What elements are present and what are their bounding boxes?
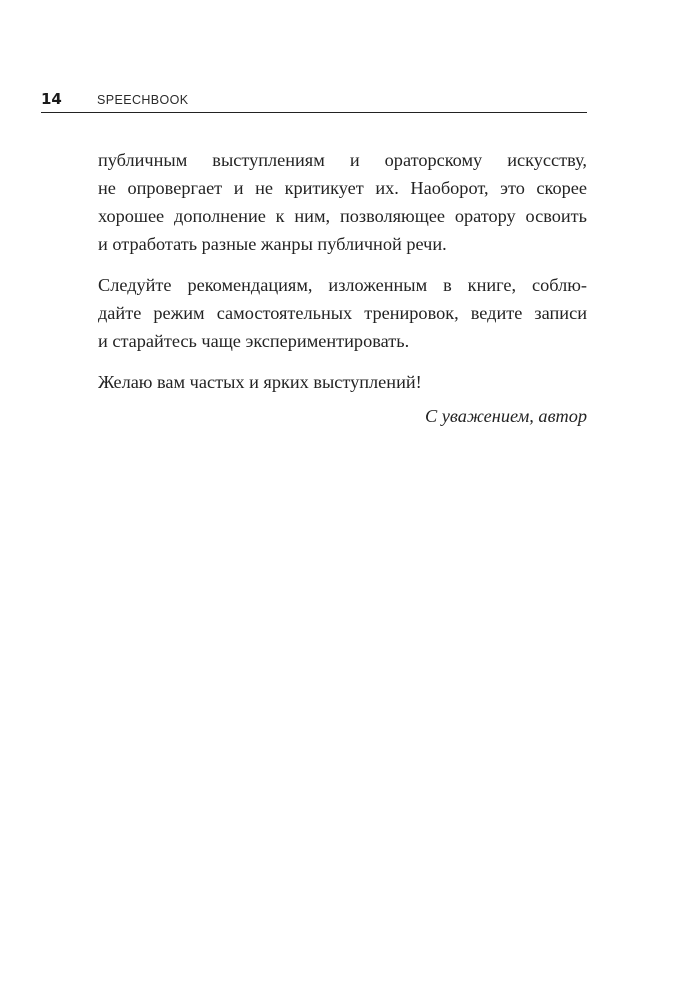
paragraph [98, 271, 587, 355]
text-line: и старайтесь чаще экспериментировать. [98, 331, 410, 351]
body-text [98, 146, 587, 430]
text-line: хорошее дополнение к ним, позволяющее оратору освоить [98, 206, 587, 226]
paragraph-spacer [98, 258, 587, 271]
text-line: Следуйте рекомендациям, изложенным в книге, соблю- [98, 275, 587, 295]
text-line: дайте режим самостоятельных тренировок, ведите записи [98, 303, 587, 323]
page-number: 14 [41, 90, 62, 108]
paragraph [98, 368, 587, 396]
text-line: и отработать разные жанры публичной речи. [98, 234, 447, 254]
signature: С уважением, автор [425, 406, 587, 426]
paragraph [98, 146, 587, 258]
book-title: SPEECHBOOK [97, 93, 189, 107]
running-header [41, 88, 587, 113]
text-line: не опровергает и не критикует их. Наоборот, это скорее [98, 178, 587, 198]
paragraph-spacer [98, 355, 587, 368]
text-line: Желаю вам частых и ярких выступлений! [98, 372, 422, 392]
text-line: публичным выступлениям и ораторскому искусству, [98, 150, 587, 170]
